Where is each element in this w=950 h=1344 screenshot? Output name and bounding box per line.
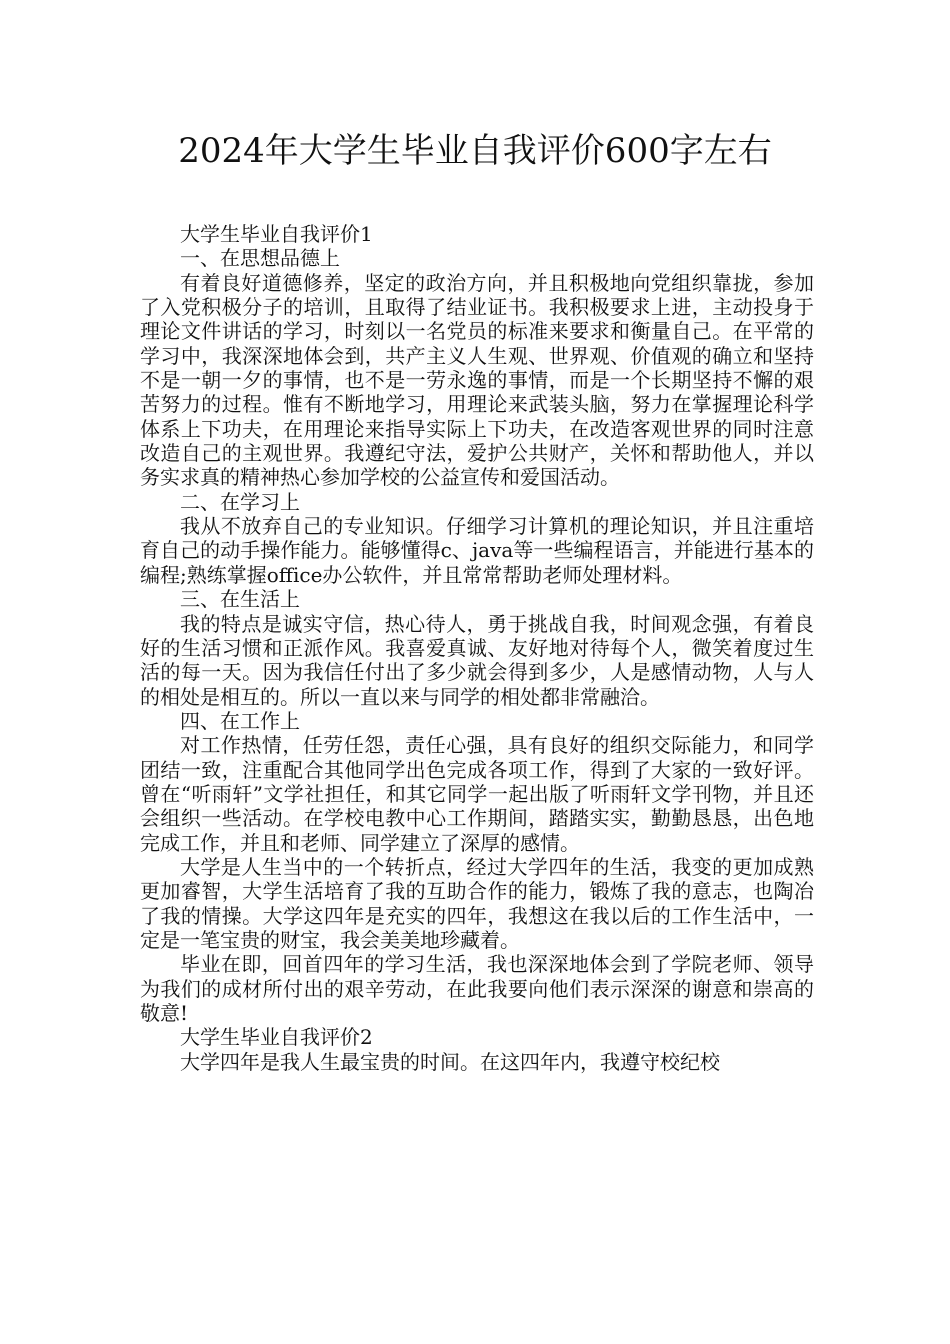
subheading-ideology: 一、在思想品德上 [180,246,340,271]
subheading-work: 四、在工作上 [180,708,300,733]
document-body [140,222,814,1074]
subheading-life: 三、在生活上 [180,587,300,612]
subheading-study: 二、在学习上 [180,489,300,514]
paragraph-evaluation-2-start: 大学四年是我人生最宝贵的时间。在这四年内，我遵守校纪校 [180,1049,720,1074]
paragraph-work: 对工作热情，任劳任怨，责任心强，具有良好的组织交际能力，和同学团结一致，注重配合其他同学出色完成各项工作，得到了大家的一致好评。曾在“听雨轩”文学社担任，和其它同学一起出版了听雨轩文学刊物，并且还会组织一些活动。在学校电教中心工作期间，踏踏实实，勤勤恳恳，出色地完成工作，并且和老师、同学建立了深厚的感情。 [140,733,814,855]
paragraph-life: 我的特点是诚实守信，热心待人，勇于挑战自我，时间观念强，有着良好的生活习惯和正派作风。我喜爱真诚、友好地对待每个人，微笑着度过生活的每一天。因为我信任付出了多少就会得到多少，人是感情动物，人与人的相处是相互的。所以一直以来与同学的相处都非常融洽。 [140,611,814,709]
section-heading-evaluation-1: 大学生毕业自我评价1 [180,222,373,246]
document-title: 2024年大学生毕业自我评价600字左右 [178,131,772,171]
paragraph-ideology: 有着良好道德修养，坚定的政治方向，并且积极地向党组织靠拢，参加了入党积极分子的培训，且取得了结业证书。我积极要求上进，主动投身于理论文件讲话的学习，时刻以一名党员的标准来要求和衡量自己。在平常的学习中，我深深地体会到，共产主义人生观、世界观、价值观的确立和坚持不是一朝一夕的事情，也不是一劳永逸的事情，而是一个长期坚持不懈的艰苦努力的过程。惟有不断地学习，用理论来武装头脑，努力在掌握理论科学体系上下功夫，在用理论来指导实际上下功夫，在改造客观世界的同时注意改造自己的主观世界。我遵纪守法，爱护公共财产，关怀和帮助他人，并以务实求真的精神热心参加学校的公益宣传和爱国活动。 [140,270,814,490]
paragraph-college-summary: 大学是人生当中的一个转折点，经过大学四年的生活，我变的更加成熟更加睿智，大学生活培育了我的互助合作的能力，锻炼了我的意志，也陶冶了我的情操。大学这四年是充实的四年，我想这在我以后的工作生活中，一定是一笔宝贵的财宝，我会美美地珍藏着。 [140,854,814,952]
section-heading-evaluation-2: 大学生毕业自我评价2 [180,1025,373,1050]
paragraph-study: 我从不放弃自己的专业知识。仔细学习计算机的理论知识，并且注重培育自己的动手操作能力。能够懂得c、java等一些编程语言，并能进行基本的编程;熟练掌握office办公软件，并且常常帮助老师处理材料。 [140,514,814,587]
paragraph-gratitude: 毕业在即，回首四年的学习生活，我也深深地体会到了学院老师、领导为我们的成材所付出的艰辛劳动，在此我要向他们表示深深的谢意和崇高的敬意! [140,952,814,1025]
